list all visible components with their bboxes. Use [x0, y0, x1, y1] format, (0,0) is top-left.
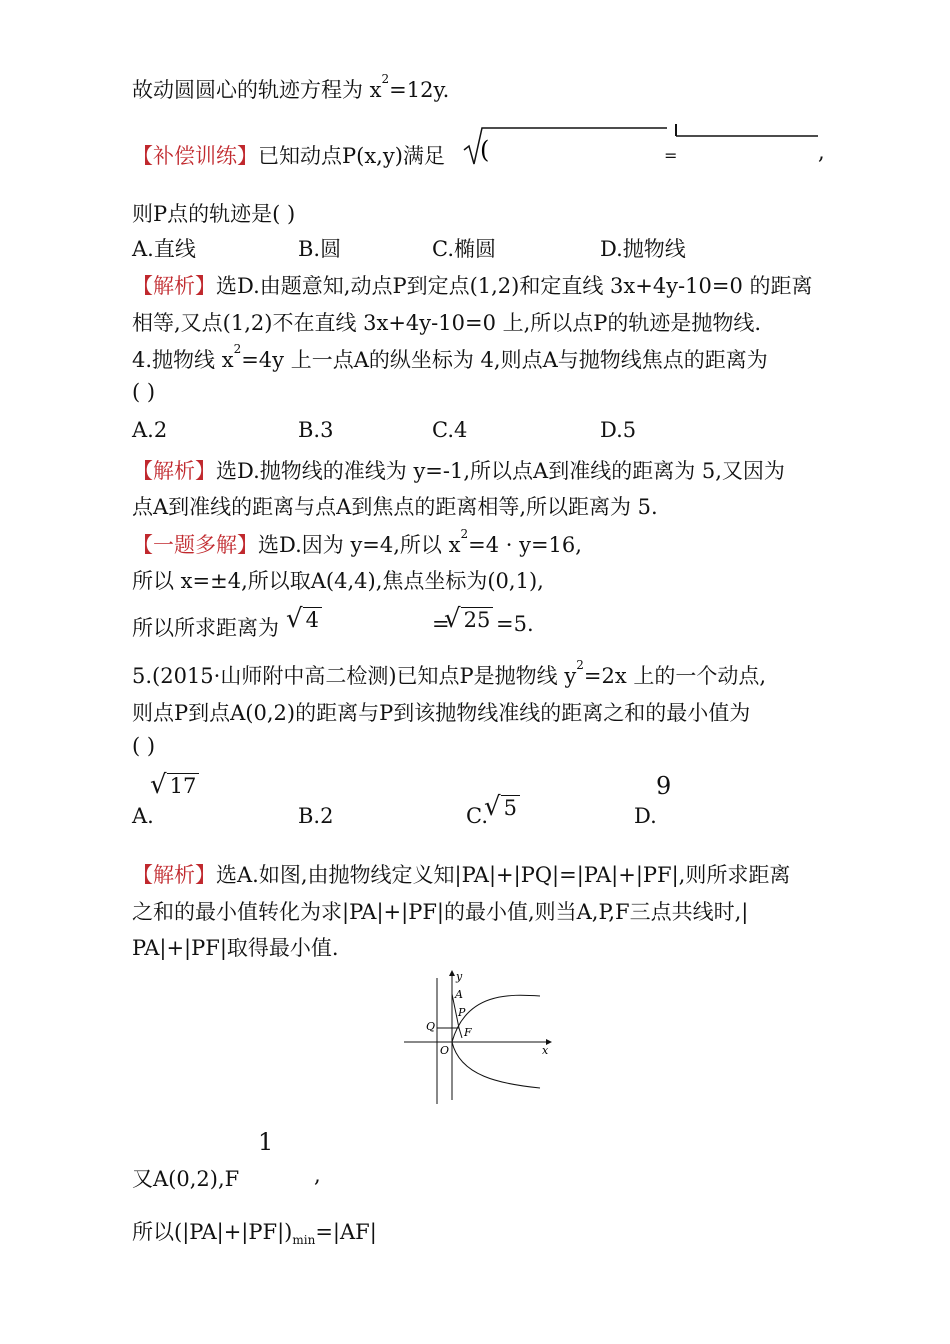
final-line-2: 所以$(|PA|+|PF|)_{min}=|AF|$ — [132, 1220, 377, 1247]
question-5-paren: ( ) — [132, 734, 156, 758]
option-d-numerator: 9 — [656, 772, 672, 800]
svg-text:(: ( — [480, 136, 490, 164]
svg-text:P: P — [458, 1006, 466, 1019]
analysis-3-line-3: PA|+|PF|取得最小值. — [132, 936, 339, 960]
analysis-2-line-2: 点A到准线的距离与点A到焦点的距离相等,所以距离为 5. — [132, 495, 658, 519]
analysis-2-line-1: 【解析】选D.抛物线的准线为 y=-1,所以点A到准线的距离为 5,又因为 — [132, 459, 785, 483]
analysis-tag: 【解析】 — [132, 274, 216, 298]
analysis-3-line-2: 之和的最小值转化为求|PA|+|PF|的最小值,则当A,P,F三点共线时,| — [132, 900, 749, 924]
analysis-tag: 【解析】 — [132, 863, 216, 887]
alt-solution-line-3: 所以所求距离为 — [132, 616, 279, 640]
svg-text:A: A — [455, 988, 463, 1001]
svg-text:F: F — [464, 1026, 472, 1039]
option-a: A.2 — [132, 418, 168, 442]
practice-tag: 【补偿训练】 — [132, 144, 258, 168]
option-c-radical: √ 5 — [484, 792, 520, 822]
trailing-comma: , — [818, 140, 825, 164]
svg-text:O: O — [440, 1044, 450, 1057]
alt-solution-tag: 【一题多解】 — [132, 533, 258, 557]
segment-pf — [459, 1028, 462, 1038]
option-c: C.椭圆 — [432, 237, 496, 261]
radical-4: √ 4 — [286, 604, 322, 634]
option-b: B.圆 — [298, 237, 342, 261]
final-line-1: 又A(0,2),F — [132, 1167, 240, 1191]
result-text: =5. — [496, 612, 534, 636]
analysis-tag: 【解析】 — [132, 459, 216, 483]
radical-expression — [462, 124, 822, 168]
analysis-1-line-2: 相等,又点(1,2)不在直线 3x+4y-10=0 上,所以点P的轨迹是抛物线. — [132, 311, 762, 335]
y-axis-arrow — [449, 970, 455, 976]
alt-solution-line-1: 【一题多解】选D.因为 y=4,所以 $x^2=4 \cdot y=16$, — [132, 527, 582, 557]
final-comma: , — [314, 1163, 321, 1187]
question-4-paren: ( ) — [132, 380, 156, 404]
option-b: B.2 — [298, 804, 334, 828]
option-a-radical: √ 17 — [150, 770, 199, 800]
equals-sign: = — [432, 612, 450, 636]
analysis-1-line-1: 【解析】选D.由题意知,动点P到定点(1,2)和定直线 3x+4y-10=0 的距离 — [132, 274, 813, 298]
svg-text:y: y — [456, 970, 463, 983]
option-c-label: C. — [466, 804, 488, 828]
alt-solution-line-2: 所以 x=±4,所以取A(4,4),焦点坐标为(0,1), — [132, 569, 544, 593]
question-5-line-2: 则点P到点A(0,2)的距离与P到该抛物线准线的距离之和的最小值为 — [132, 701, 751, 725]
equals-sign: = — [664, 146, 678, 165]
parabola-figure — [400, 968, 560, 1108]
practice-question: 【补偿训练】已知动点P(x,y)满足 — [132, 144, 445, 168]
analysis-3-line-1: 【解析】选A.如图,由抛物线定义知|PA|+|PQ|=|PA|+|PF|,则所求距离 — [132, 863, 791, 887]
option-c: C.4 — [432, 418, 468, 442]
option-a: A.直线 — [132, 237, 196, 261]
radical-sign — [462, 124, 822, 168]
svg-text:x: x — [542, 1044, 549, 1057]
solution-conclusion: 故动圆圆心的轨迹方程为 $x^2=12y$. — [132, 72, 450, 102]
option-d: D.抛物线 — [600, 237, 686, 261]
f-numerator: 1 — [258, 1128, 274, 1156]
question-4: 4.抛物线 $x^2=4y$ 上一点A的纵坐标为 4,则点A与抛物线焦点的距离为 — [132, 342, 768, 372]
option-d: D.5 — [600, 418, 637, 442]
option-b: B.3 — [298, 418, 334, 442]
question-5-line-1: 5.(2015·山师附中高二检测)已知点P是抛物线 $y^2=2x$ 上的一个动点, — [132, 658, 767, 688]
question-trajectory: 则P点的轨迹是( ) — [132, 202, 296, 226]
option-d-label: D. — [634, 804, 657, 828]
option-a-label: A. — [132, 804, 154, 828]
svg-text:Q: Q — [426, 1020, 436, 1033]
radical-25: √ 25 — [444, 604, 493, 634]
